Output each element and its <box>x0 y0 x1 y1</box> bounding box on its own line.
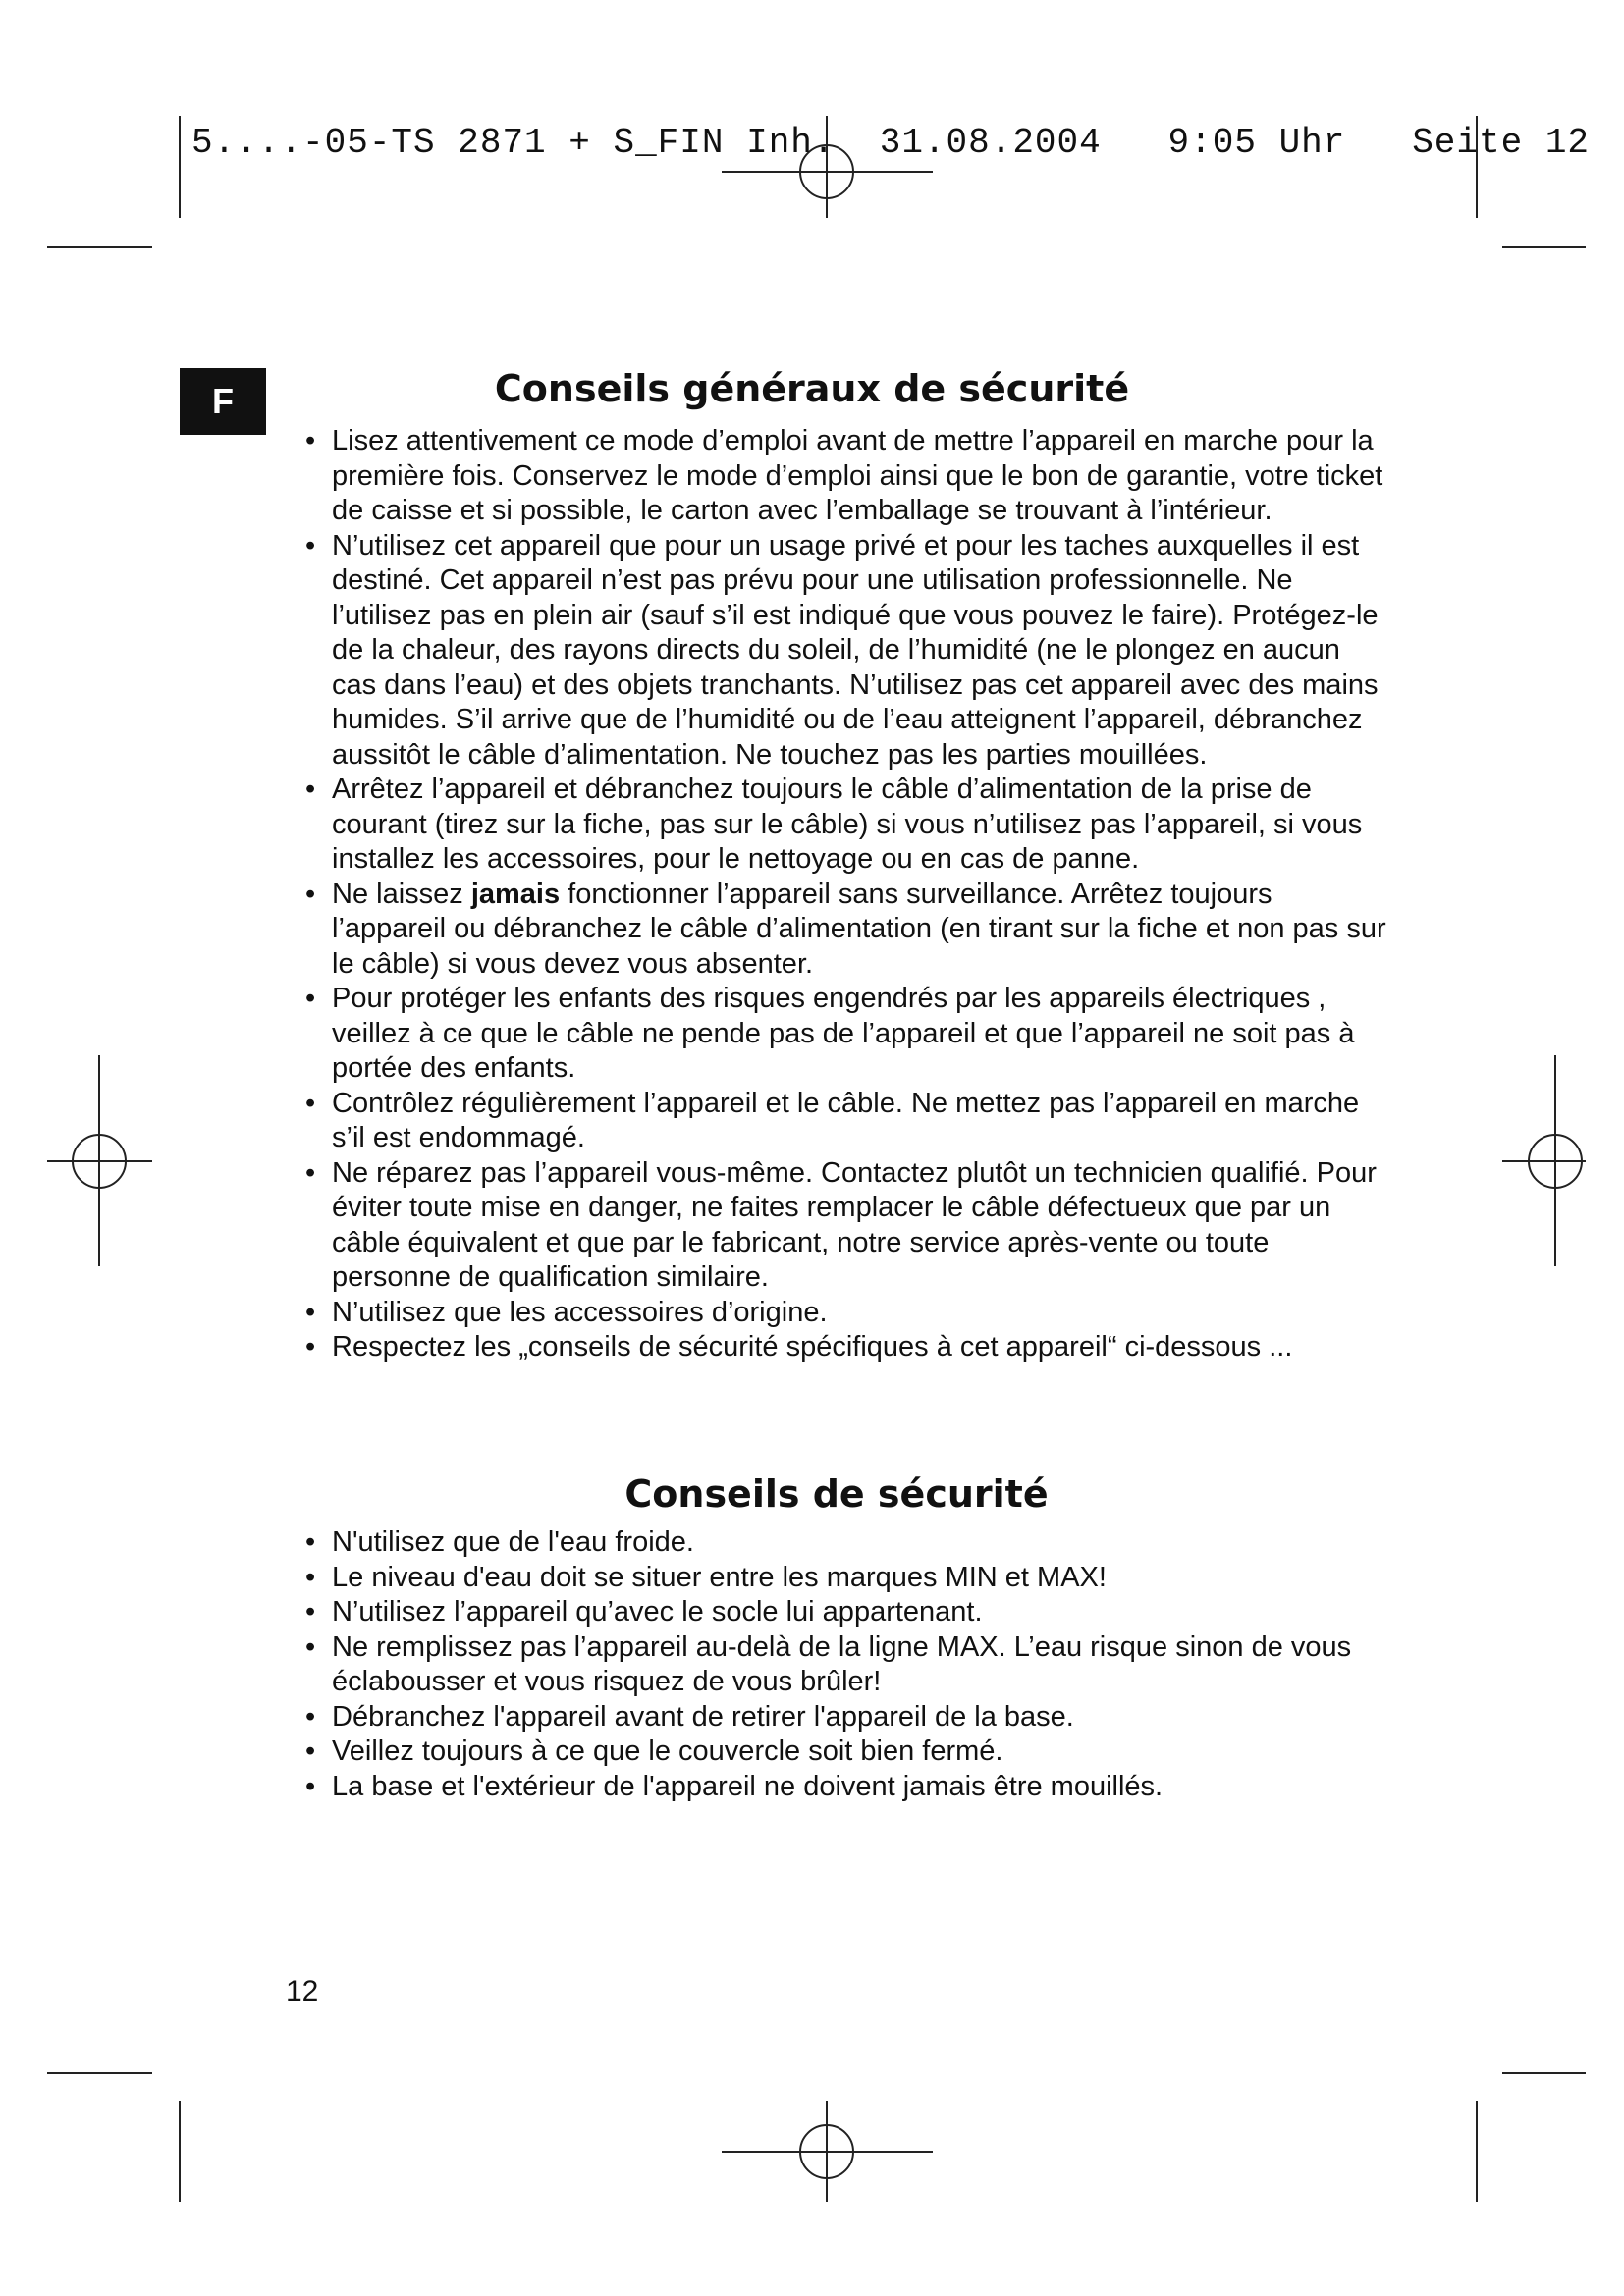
language-tab: F <box>180 368 266 435</box>
list-item: • N’utilisez cet appareil que pour un usage privé et pour les taches auxquelles il est destiné. Cet appareil n’est pas prévu pour une utilisation professionnelle. Ne l’utilisez pas en plein air (sauf s’il est indiqué que vous pouvez le faire). Protégez-le de la chaleur, des rayons directs du soleil, de l’humidité (ne le plongez en aucun cas dans l’eau) et des objets tranchants. N’utilisez pas cet appareil avec des mains humides. S’il arrive que de l’humidité ou de l’eau atteignent l’appareil, débranchez aussitôt le câble d’alimentation. Ne touchez pas les parties mouillées. <box>305 529 1379 771</box>
bullet-icon: • <box>305 1630 316 1663</box>
emphasis-text: jamais <box>470 878 561 910</box>
bullet-icon: • <box>305 1296 316 1328</box>
bullet-icon: • <box>305 1526 316 1558</box>
bullet-icon: • <box>305 1156 316 1189</box>
bullet-icon: • <box>305 1331 316 1362</box>
general-safety-list <box>283 424 1392 1365</box>
bullet-icon: • <box>305 1561 316 1593</box>
bullet-icon: • <box>305 1735 316 1767</box>
bullet-icon: • <box>305 1770 316 1802</box>
specific-safety-list <box>283 1525 1392 1804</box>
print-slug-header: 5....-05-TS 2871 + S_FIN Inh. 31.08.2004 9:05 Uhr Seite 12 <box>191 123 1591 163</box>
page-number: 12 <box>286 1975 319 2007</box>
bullet-icon: • <box>305 878 316 910</box>
list-item: • Arrêtez l’appareil et débranchez toujours le câble d’alimentation de la prise de courant (tirez sur la fiche, pas sur le câble) si vous n’utilisez pas l’appareil, si vous installez les accessoires, pour le nettoyage ou en cas de panne. <box>305 774 1363 875</box>
list-item: • Ne remplissez pas l’appareil au-delà de la ligne MAX. L’eau risque sinon de vous éclabousser et vous risquez de vous brûler! <box>305 1630 1352 1697</box>
bullet-icon: • <box>305 983 316 1014</box>
list-item: • N’utilisez l’appareil qu’avec le socle lui appartenant. <box>283 1595 1392 1630</box>
bullet-icon: • <box>305 1596 316 1628</box>
list-item: • Le niveau d'eau doit se situer entre les marques MIN et MAX! <box>283 1561 1392 1596</box>
list-item: • Débranchez l'appareil avant de retirer l'appareil de la base. <box>283 1700 1392 1735</box>
list-item: • N’utilisez que les accessoires d’origine. <box>283 1296 1392 1331</box>
list-item: • Veillez toujours à ce que le couvercle soit bien fermé. <box>283 1735 1392 1770</box>
list-item: • Ne laissez jamais fonctionner l’appareil sans surveillance. Arrêtez toujours l’appareil ou débranchez le câble d’alimentation (en tirant sur la fiche et non pas sur le câble) si vous devez vous absenter. <box>305 878 1386 980</box>
bullet-icon: • <box>305 529 316 561</box>
section-title-safety: Conseils de sécurité <box>624 1472 1049 1516</box>
list-item: • La base et l'extérieur de l'appareil ne doivent jamais être mouillés. <box>283 1770 1392 1805</box>
list-item: • N'utilisez que de l'eau froide. <box>283 1525 1392 1561</box>
bullet-icon: • <box>305 425 316 456</box>
list-item: • Respectez les „conseils de sécurité spécifiques à cet appareil“ ci-dessous ... <box>283 1330 1392 1365</box>
bullet-icon: • <box>305 774 316 805</box>
list-item: • Lisez attentivement ce mode d’emploi avant de mettre l’appareil en marche pour la première fois. Conservez le mode d’emploi ainsi que le bon de garantie, votre ticket de caisse et si possible, le carton avec l’emballage se trouvant à l’intérieur. <box>305 425 1383 526</box>
list-item: • Contrôlez régulièrement l’appareil et le câble. Ne mettez pas l’appareil en marche s’il est endommagé. <box>305 1087 1360 1153</box>
list-item: • Pour protéger les enfants des risques engendrés par les appareils électriques , veillez à ce que le câble ne pende pas de l’appareil et que l’appareil ne soit pas à portée des enfants. <box>305 983 1355 1084</box>
section-title-general-safety: Conseils généraux de sécurité <box>494 367 1130 410</box>
list-item: • Ne réparez pas l’appareil vous-même. Contactez plutôt un technicien qualifié. Pour éviter toute mise en danger, ne faites remplacer le câble défectueux que par un câble équivalent et que par le fabricant, notre service après-vente ou toute personne de qualification similaire. <box>305 1156 1377 1293</box>
bullet-icon: • <box>305 1087 316 1119</box>
bullet-icon: • <box>305 1700 316 1733</box>
